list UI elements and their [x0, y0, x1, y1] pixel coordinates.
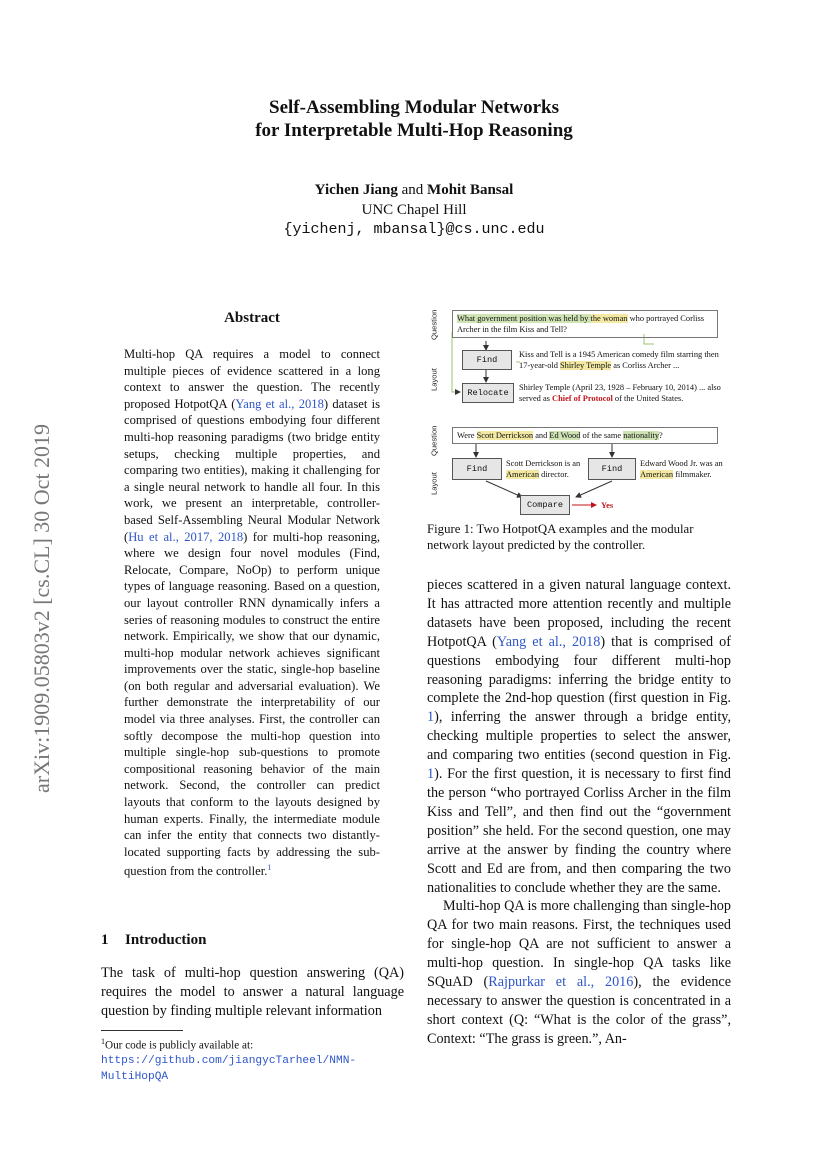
- abstract-text: [124, 346, 380, 880]
- text-part: pieces scattered in a given natural language context. It has attracted more attention recently and multiple datasets have been proposed, including the recent HotpotQA (: [427, 577, 731, 650]
- author-2: Mohit Bansal: [427, 182, 514, 198]
- question-highlight: the woman: [590, 314, 628, 323]
- evidence-text: of the United States.: [612, 394, 684, 403]
- evidence-text: Kiss and Tell is a 1945 American comedy film starring then 17-year-old: [519, 350, 719, 370]
- title-line-1: Self-Assembling Modular Networks: [269, 97, 559, 118]
- email: {yichenj, mbansal}@cs.unc.edu: [283, 221, 545, 238]
- evidence-2: [519, 382, 724, 404]
- citation-link[interactable]: Rajpurkar et al., 2016: [488, 974, 634, 991]
- paragraph: [427, 897, 731, 1048]
- figure-1: [424, 304, 730, 516]
- question-highlight: Scott Derrickson: [476, 431, 534, 440]
- evidence-text: Scott Derrickson is an: [506, 459, 581, 468]
- evidence-text: Edward Wood Jr. was an: [640, 459, 723, 468]
- footnote-number: 1: [101, 1037, 105, 1046]
- module-find: Find: [588, 458, 636, 480]
- question-text: ?: [659, 431, 663, 440]
- paragraph: [427, 576, 731, 897]
- evidence-3: [506, 458, 586, 480]
- footnote-text: Our code is publicly available at:: [105, 1039, 254, 1052]
- abstract-heading: Abstract: [224, 310, 280, 326]
- figure-ref-link[interactable]: 1: [427, 709, 435, 726]
- footnote: [101, 1035, 406, 1084]
- figure-caption: Figure 1: Two HotpotQA examples and the modular network layout predicted by the controller.: [427, 522, 694, 552]
- intro-text: The task of multi-hop question answering (QA) requires the model to answer a natural language question by finding multiple relevant information: [101, 965, 404, 1019]
- section-number: 1: [101, 932, 109, 948]
- question-highlight: Ed Wood: [549, 431, 581, 440]
- label-layout: Layout: [429, 472, 439, 496]
- footnote-url-link[interactable]: https://github.com/jiangycTarheel/NMN-MultiHopQA: [101, 1055, 357, 1083]
- text-part: ), the evidence necessary to answer the question is concentrated in a short context (Q: “What is the color of the grass”, Context: “The grass is green.”, An-: [427, 974, 732, 1047]
- evidence-highlight: Shirley Temple: [560, 361, 612, 370]
- figure-ref-link[interactable]: 1: [427, 766, 435, 783]
- question-box-1: [452, 310, 718, 338]
- question-highlight: nationality: [623, 431, 660, 440]
- answer-highlight: Chief of Protocol: [552, 394, 613, 403]
- footnote-rule: [101, 1030, 183, 1031]
- footnote-marker[interactable]: 1: [267, 863, 272, 873]
- question-text: who portrayed Corliss Archer in the film Kiss and Tell?: [457, 314, 705, 334]
- author-and: and: [401, 182, 424, 198]
- text-part: ), inferring the answer through a bridge entity, checking multiple properties to select the answer, and comparing two entities (second question in Fig.: [427, 709, 731, 764]
- evidence-highlight: American: [640, 470, 674, 479]
- right-column-text: [427, 576, 731, 1049]
- module-relocate: Relocate: [462, 383, 514, 403]
- citation-link[interactable]: Yang et al., 2018: [235, 396, 324, 411]
- module-find: Find: [462, 350, 512, 370]
- label-layout: Layout: [429, 368, 439, 392]
- author-1: Yichen Jiang: [314, 182, 398, 198]
- title-line-2: for Interpretable Multi-Hop Reasoning: [255, 120, 573, 141]
- text-part: ) that is comprised of questions embodying four different multi-hop reasoning paradigms: inferring the bridge entity to complete the 2nd-hop question (first question in Fig.: [427, 633, 731, 707]
- answer-yes: Yes: [601, 501, 614, 510]
- evidence-4: [640, 458, 728, 480]
- abstract-part: ) for multi-hop reasoning, where we design four novel modules (Find, Relocate, Compare, NoOp) to perform unique types of language reasoning. Based on a question, our layout controller RNN dynamically infers a series of reasoning modules to construct the entire network. Empirically, we show that our dynamic, multi-hop modular network achieves significant improvements over the static, single-hop baseline (on both regular and adversarial evaluation). We further demonstrate the interpretability of our model via three analyses. First, the controller can softly decompose the multi-hop question into multiple single-hop sub-questions to promote compositional reasoning behavior of the main network. Second, the controller can predict layouts that conform to the layouts designed by human experts. Finally, the intermediate module can infer the entity that connects two distantly-located supporting facts by addressing the sub-question from the controller.: [124, 529, 381, 879]
- module-compare: Compare: [520, 495, 570, 515]
- arxiv-stamp: arXiv:1909.05803v2 [cs.CL] 30 Oct 2019: [29, 423, 54, 793]
- evidence-text: Shirley Temple (April 23, 1928 – February 10, 2014) ... also served as: [519, 383, 721, 403]
- question-box-2: [452, 427, 718, 444]
- text-part: Multi-hop QA is more challenging than single-hop QA for two main reasons. First, the techniques used for single-hop QA are not sufficient to answer a multi-hop question. In single-hop QA tasks like SQuAD (: [427, 898, 731, 991]
- text-part: ). For the first question, it is necessary to first find the person “who portrayed Corliss Archer in the film Kiss and Tell”, and then find out the “government position” she held. For the second question, one may arrive at the answer by finding the country where Scott and Ed are from, and then comparing the two nationalities to conclude whether they are the same.: [427, 766, 731, 896]
- question-text: of the same: [580, 431, 624, 440]
- abstract-part: Multi-hop QA requires a model to connect multiple pieces of evidence scattered in a long context to answer the question. The recently proposed HotpotQA (: [124, 347, 380, 411]
- question-text: What government position was held by: [457, 314, 591, 323]
- citation-link[interactable]: Hu et al., 2017, 2018: [128, 529, 244, 544]
- evidence-1: [519, 349, 719, 371]
- authors: [0, 180, 828, 200]
- paper-title: [0, 96, 828, 142]
- citation-link[interactable]: Yang et al., 2018: [496, 633, 601, 650]
- abstract-part: ) dataset is comprised of questions embodying four different multi-hop reasoning paradigms (two bridge entity setups, checking multiple properties, and comparing two entities), making it challenging for a single neural network to handle all four. In this work, we present an interpretable, controller-based Self-Assembling Neural Modular Network (: [124, 396, 380, 544]
- label-question: Question: [429, 425, 439, 457]
- evidence-text: director.: [539, 470, 569, 479]
- evidence-text: filmmaker.: [673, 470, 712, 479]
- section-heading: [101, 932, 206, 949]
- question-text: and: [533, 431, 550, 440]
- evidence-highlight: American: [506, 470, 540, 479]
- question-text: Were: [457, 431, 477, 440]
- section-title: Introduction: [125, 932, 207, 948]
- module-find: Find: [452, 458, 502, 480]
- affiliation: UNC Chapel Hill: [361, 202, 467, 218]
- label-question: Question: [429, 309, 439, 341]
- evidence-text: as Corliss Archer ...: [611, 361, 680, 370]
